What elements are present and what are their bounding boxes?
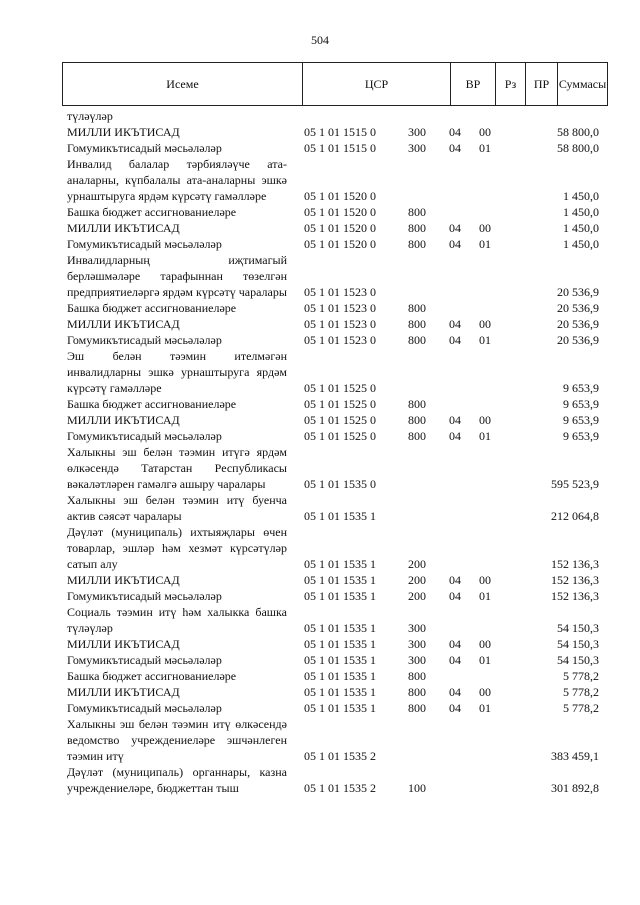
row-rz: 04 [449, 637, 461, 651]
row-vr: 200 [408, 573, 426, 587]
row-name: Социаль тәэмин итү һәм халыкка башка түләүләр [67, 605, 287, 635]
table-row [67, 316, 599, 332]
row-name: Халыкны эш белән тәэмин итү өлкәсендә ведомство учреждениеләре эшчәнлеген тәэмин итү [67, 717, 287, 763]
row-name: МИЛЛИ ИКЪТИСАД [67, 125, 180, 139]
row-pr: 00 [479, 413, 491, 427]
row-name: Халыкны эш белән тәэмин итү буенча актив сәясәт чаралары [67, 493, 287, 523]
row-sum: 383 459,1 [551, 749, 599, 763]
table-row [67, 604, 599, 636]
table-body [67, 108, 599, 796]
row-csr: 05 1 01 1525 0 [304, 413, 376, 427]
row-csr: 05 1 01 1515 0 [304, 125, 376, 139]
table-row [67, 236, 599, 252]
table-row [67, 140, 599, 156]
row-sum: 152 136,3 [551, 557, 599, 571]
column-header-vr: ВР [451, 63, 496, 105]
row-sum: 20 536,9 [557, 333, 599, 347]
row-rz: 04 [449, 221, 461, 235]
page-number: 504 [311, 33, 329, 47]
row-sum: 9 653,9 [563, 397, 599, 411]
row-sum: 9 653,9 [563, 413, 599, 427]
table-row [67, 412, 599, 428]
row-csr: 05 1 01 1535 1 [304, 701, 376, 715]
row-rz: 04 [449, 701, 461, 715]
row-name: Дәүләт (муниципаль) органнары, казна учреждениеләре, бюджеттан тыш [67, 765, 287, 795]
row-csr: 05 1 01 1520 0 [304, 221, 376, 235]
table-row [67, 716, 599, 764]
row-name: Гомумикътисадый мәсьәләләр [67, 237, 222, 251]
row-csr: 05 1 01 1520 0 [304, 205, 376, 219]
table-row [67, 204, 599, 220]
row-vr: 800 [408, 701, 426, 715]
row-csr: 05 1 01 1535 1 [304, 573, 376, 587]
row-name: Инвалидларның иҗтимагый берләшмәләре тарафыннан төзелгән предприятиеләргә ярдәм күрсәтү чаралары [67, 253, 287, 299]
row-sum: 1 450,0 [563, 221, 599, 235]
row-sum: 301 892,8 [551, 781, 599, 795]
row-name: Гомумикътисадый мәсьәләләр [67, 333, 222, 347]
row-csr: 05 1 01 1523 0 [304, 333, 376, 347]
row-pr: 01 [479, 701, 491, 715]
row-rz: 04 [449, 589, 461, 603]
row-sum: 20 536,9 [557, 285, 599, 299]
row-vr: 800 [408, 237, 426, 251]
row-csr: 05 1 01 1525 0 [304, 381, 376, 395]
table-header [62, 62, 608, 106]
row-sum: 1 450,0 [563, 237, 599, 251]
row-name: Гомумикътисадый мәсьәләләр [67, 589, 222, 603]
row-sum: 9 653,9 [563, 381, 599, 395]
row-sum: 20 536,9 [557, 301, 599, 315]
row-name: Башка бюджет ассигнованиеләре [67, 205, 237, 219]
row-sum: 595 523,9 [551, 477, 599, 491]
row-rz: 04 [449, 333, 461, 347]
row-name: Халыкны эш белән тәэмин итүгә ярдәм өлкәсендә Татарстан Республикасы вәкаләтләрен гамәлгә ашыру чаралары [67, 445, 287, 491]
column-header-name: Исеме [63, 63, 303, 105]
row-pr: 00 [479, 125, 491, 139]
row-vr: 800 [408, 685, 426, 699]
row-vr: 100 [408, 781, 426, 795]
row-sum: 5 778,2 [563, 685, 599, 699]
row-vr: 800 [408, 317, 426, 331]
row-csr: 05 1 01 1523 0 [304, 317, 376, 331]
row-csr: 05 1 01 1535 1 [304, 557, 376, 571]
row-csr: 05 1 01 1535 2 [304, 781, 376, 795]
table-row [67, 652, 599, 668]
row-rz: 04 [449, 413, 461, 427]
row-name: Гомумикътисадый мәсьәләләр [67, 429, 222, 443]
table-row [67, 588, 599, 604]
row-name: Гомумикътисадый мәсьәләләр [67, 653, 222, 667]
row-vr: 300 [408, 653, 426, 667]
table-row [67, 220, 599, 236]
row-rz: 04 [449, 429, 461, 443]
row-name: Дәүләт (муниципаль) ихтыяҗлары өчен товарлар, эшләр һәм хезмәт күрсәтүләр сатып алу [67, 525, 287, 571]
row-vr: 800 [408, 429, 426, 443]
table-row [67, 108, 599, 124]
row-name: МИЛЛИ ИКЪТИСАД [67, 221, 180, 235]
row-pr: 00 [479, 573, 491, 587]
row-name: Башка бюджет ассигнованиеләре [67, 301, 237, 315]
row-vr: 800 [408, 397, 426, 411]
row-sum: 1 450,0 [563, 189, 599, 203]
row-pr: 01 [479, 141, 491, 155]
row-name: МИЛЛИ ИКЪТИСАД [67, 637, 180, 651]
row-sum: 20 536,9 [557, 317, 599, 331]
row-sum: 152 136,3 [551, 589, 599, 603]
row-pr: 00 [479, 637, 491, 651]
row-sum: 54 150,3 [557, 637, 599, 651]
row-sum: 212 064,8 [551, 509, 599, 523]
row-csr: 05 1 01 1535 1 [304, 637, 376, 651]
row-vr: 300 [408, 621, 426, 635]
row-sum: 58 800,0 [557, 125, 599, 139]
table-row [67, 332, 599, 348]
row-vr: 300 [408, 125, 426, 139]
row-csr: 05 1 01 1525 0 [304, 429, 376, 443]
row-csr: 05 1 01 1535 1 [304, 621, 376, 635]
row-csr: 05 1 01 1535 1 [304, 669, 376, 683]
table-row [67, 684, 599, 700]
row-csr: 05 1 01 1535 0 [304, 477, 376, 491]
row-name: МИЛЛИ ИКЪТИСАД [67, 685, 180, 699]
row-rz: 04 [449, 125, 461, 139]
row-sum: 1 450,0 [563, 205, 599, 219]
row-rz: 04 [449, 141, 461, 155]
row-name: Башка бюджет ассигнованиеләре [67, 669, 237, 683]
row-rz: 04 [449, 653, 461, 667]
row-csr: 05 1 01 1535 1 [304, 589, 376, 603]
column-header-sum: Суммасы [558, 76, 607, 91]
table-row [67, 492, 599, 524]
table-row [67, 252, 599, 300]
row-vr: 800 [408, 205, 426, 219]
row-name: МИЛЛИ ИКЪТИСАД [67, 413, 180, 427]
row-sum: 58 800,0 [557, 141, 599, 155]
row-sum: 54 150,3 [557, 621, 599, 635]
row-pr: 01 [479, 429, 491, 443]
table-row [67, 300, 599, 316]
row-rz: 04 [449, 573, 461, 587]
row-pr: 01 [479, 237, 491, 251]
row-name: түләүләр [67, 109, 113, 123]
row-name: Башка бюджет ассигнованиеләре [67, 397, 237, 411]
row-csr: 05 1 01 1535 1 [304, 685, 376, 699]
row-pr: 01 [479, 589, 491, 603]
row-csr: 05 1 01 1520 0 [304, 237, 376, 251]
row-vr: 800 [408, 333, 426, 347]
row-sum: 9 653,9 [563, 429, 599, 443]
row-csr: 05 1 01 1515 0 [304, 141, 376, 155]
row-name: МИЛЛИ ИКЪТИСАД [67, 573, 180, 587]
row-rz: 04 [449, 237, 461, 251]
row-csr: 05 1 01 1535 2 [304, 749, 376, 763]
row-pr: 00 [479, 685, 491, 699]
table-row [67, 524, 599, 572]
column-header-rz: Рз [496, 63, 526, 105]
row-pr: 01 [479, 333, 491, 347]
table-row [67, 156, 599, 204]
row-sum: 152 136,3 [551, 573, 599, 587]
row-vr: 800 [408, 413, 426, 427]
column-header-pr: ПР [526, 63, 558, 105]
row-csr: 05 1 01 1520 0 [304, 189, 376, 203]
row-name: МИЛЛИ ИКЪТИСАД [67, 317, 180, 331]
row-rz: 04 [449, 685, 461, 699]
row-vr: 800 [408, 669, 426, 683]
table-row [67, 348, 599, 396]
row-csr: 05 1 01 1535 1 [304, 509, 376, 523]
row-sum: 54 150,3 [557, 653, 599, 667]
row-csr: 05 1 01 1535 1 [304, 653, 376, 667]
row-pr: 01 [479, 653, 491, 667]
row-pr: 00 [479, 221, 491, 235]
row-name: Эш белән тәэмин ителмәгән инвалидларны эшкә урнаштыруга ярдәм күрсәтү гамәлләре [67, 349, 287, 395]
row-csr: 05 1 01 1523 0 [304, 285, 376, 299]
row-rz: 04 [449, 317, 461, 331]
row-vr: 800 [408, 221, 426, 235]
row-vr: 200 [408, 557, 426, 571]
column-header-csr: ЦСР [303, 63, 451, 105]
row-sum: 5 778,2 [563, 669, 599, 683]
table-row [67, 700, 599, 716]
row-vr: 800 [408, 301, 426, 315]
row-vr: 300 [408, 637, 426, 651]
table-row [67, 396, 599, 412]
table-row [67, 764, 599, 796]
row-name: Гомумикътисадый мәсьәләләр [67, 141, 222, 155]
row-sum: 5 778,2 [563, 701, 599, 715]
row-vr: 200 [408, 589, 426, 603]
table-row [67, 668, 599, 684]
row-pr: 00 [479, 317, 491, 331]
table-row [67, 572, 599, 588]
row-csr: 05 1 01 1525 0 [304, 397, 376, 411]
row-vr: 300 [408, 141, 426, 155]
table-row [67, 636, 599, 652]
table-row [67, 124, 599, 140]
table-row [67, 428, 599, 444]
row-name: Инвалид балалар тәрбияләүче ата-аналарны, күпбалалы ата-аналарны эшкә урнаштыруга ярдәм күрсәтү гамәлләре [67, 157, 287, 203]
row-csr: 05 1 01 1523 0 [304, 301, 376, 315]
row-name: Гомумикътисадый мәсьәләләр [67, 701, 222, 715]
table-row [67, 444, 599, 492]
